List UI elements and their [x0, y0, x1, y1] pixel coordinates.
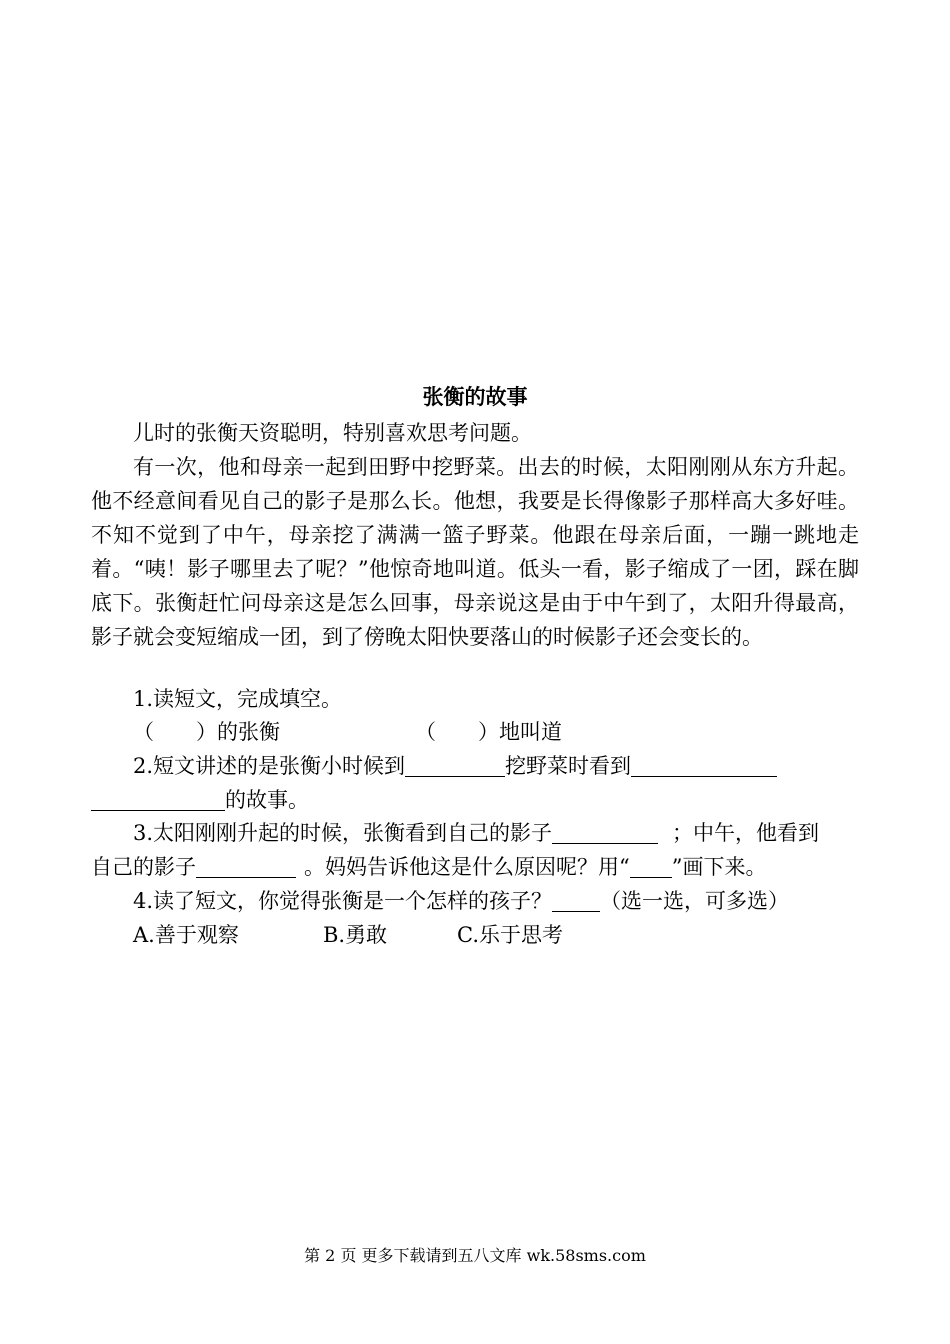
question-4-options	[133, 920, 903, 950]
q2-blank-scene-b[interactable]	[91, 788, 225, 811]
story-paragraph-2: 有一次，他和母亲一起到田野中挖野菜。出去的时候，太阳刚刚从东方升起。他不经意间看见自己的影子是那么长。他想，我要是长得像影子那样高大多好哇。不知不觉到了中午，母亲挖了满满一篮子野菜。他跟在母亲后面，一蹦一跳地走着。“咦！影子哪里去了呢？”他惊奇地叫道。低头一看，影子缩成了一团，踩在脚底下。张衡赶忙问母亲这是怎么回事，母亲说这是由于中午到了，太阳升得最高，影子就会变短缩成一团，到了傍晚太阳快要落山的时候影子还会变长的。	[91, 455, 859, 649]
question-3-line-1	[133, 818, 903, 848]
q2-blank-place[interactable]	[405, 754, 505, 777]
question-3-line-2	[91, 852, 861, 882]
q2-blank-scene-a[interactable]	[631, 754, 777, 777]
q1-label-b: ）地叫道	[478, 720, 562, 744]
question-4-prompt	[133, 886, 903, 916]
q2-text-1: 2.短文讲述的是张衡小时候到	[133, 754, 406, 778]
q3-text-3: 自己的影子	[91, 855, 196, 879]
question-2-line-1	[133, 751, 903, 781]
q1-paren-open-a: （	[133, 720, 154, 744]
q3-text-4: 。妈妈告诉他这是什么原因呢？用“	[304, 855, 630, 879]
question-2-line-2	[91, 785, 861, 815]
q2-text-3: 的故事。	[225, 788, 309, 812]
q3-underline-mark	[630, 855, 672, 878]
q1-label-a: ）的张衡	[196, 720, 280, 744]
story-title: 张衡的故事	[422, 385, 528, 409]
q3-text-5: ”画下来。	[671, 855, 767, 879]
option-a[interactable]: A.善于观察	[133, 923, 239, 947]
q3-blank-morning[interactable]	[552, 821, 658, 844]
story-paragraph-1: 儿时的张衡天资聪明，特别喜欢思考问题。	[133, 421, 532, 445]
q2-text-2: 挖野菜时看到	[505, 754, 632, 778]
question-1-answers	[133, 717, 903, 747]
q3-text-1: 3.太阳刚刚升起的时候，张衡看到自己的影子	[133, 821, 553, 845]
q3-blank-noon[interactable]	[196, 855, 296, 878]
q1-paren-open-b: （	[415, 720, 436, 744]
q3-text-2: ；中午，他看到	[672, 821, 820, 845]
page-footer: 第 2 页 更多下载请到五八文库 wk.58sms.com	[304, 1246, 646, 1265]
option-b[interactable]: B.勇敢	[323, 923, 388, 947]
option-c[interactable]: C.乐于思考	[457, 923, 563, 947]
q4-text-2: （选一选，可多选）	[600, 889, 790, 913]
question-1-prompt: 1.读短文，完成填空。	[133, 687, 343, 711]
q4-text-1: 4.读了短文，你觉得张衡是一个怎样的孩子？	[133, 889, 553, 913]
q4-blank-answer[interactable]	[552, 889, 600, 912]
